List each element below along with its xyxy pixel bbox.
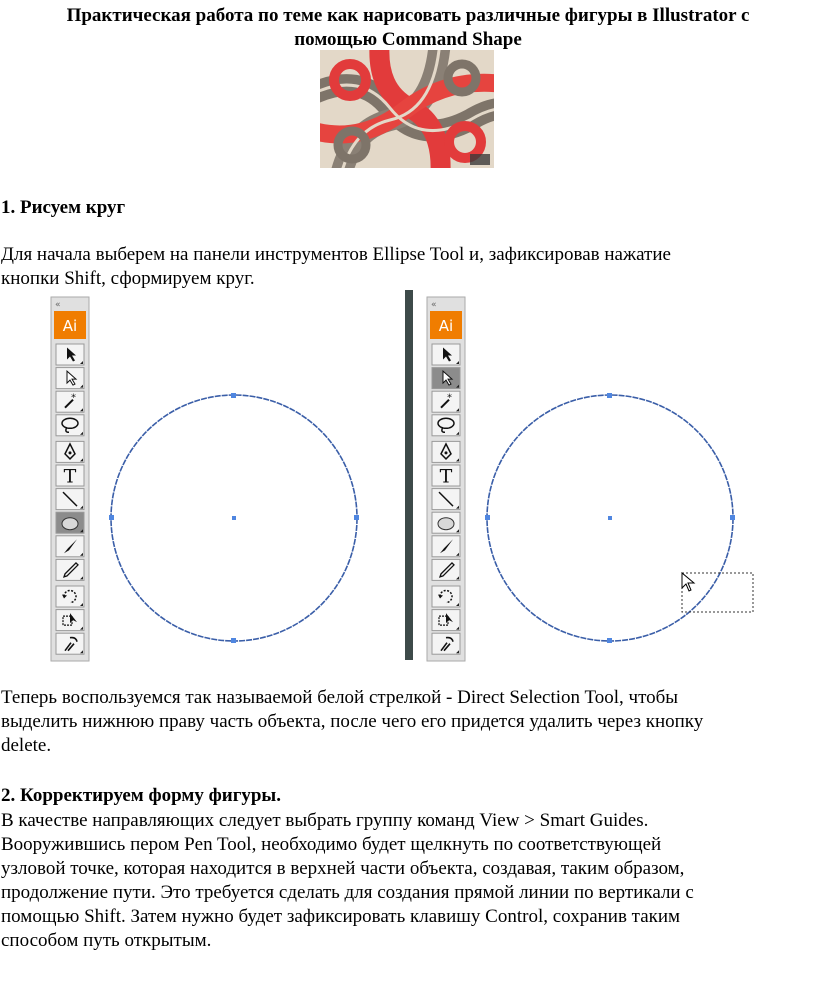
illustrator-right-panel: [426, 296, 766, 662]
symbol-sprayer-tool-icon[interactable]: [56, 633, 84, 654]
illustrator-left-panel: [50, 296, 380, 662]
anchor-left: [485, 515, 490, 520]
section-2-heading: 2. Корректируем форму фигуры.: [1, 785, 281, 806]
type-tool-icon[interactable]: [432, 465, 460, 488]
paragraph-1-line-1: Для начала выберем на панели инструментов Ellipse Tool и, зафиксировав нажатие: [1, 244, 671, 265]
anchor-right: [354, 515, 359, 520]
lasso-tool-icon[interactable]: [432, 415, 460, 436]
ai-badge-label: Ai: [62, 317, 78, 335]
paragraph-2-line-3: delete.: [1, 735, 52, 756]
anchor-bottom: [231, 638, 236, 643]
rotate-tool-icon[interactable]: [56, 586, 84, 607]
reshape-tool-icon[interactable]: [56, 610, 84, 631]
svg-text:*: *: [71, 392, 76, 404]
ellipse-tool-icon[interactable]: [56, 512, 84, 533]
anchor-top: [607, 393, 612, 398]
symbol-sprayer-tool-icon[interactable]: [432, 633, 460, 654]
paragraph-3-line-2: Вооружившись пером Pen Tool, необходимо будет щелкнуть по соответствующей: [1, 834, 662, 855]
ai-badge-label: Ai: [438, 317, 454, 335]
cursor-arrow-icon: [682, 573, 694, 591]
paragraph-1-line-2: кнопки Shift, сформируем круг.: [1, 268, 255, 289]
magic-wand-tool-icon[interactable]: [56, 391, 84, 412]
direct-selection-tool-icon[interactable]: [432, 368, 460, 389]
anchor-left: [109, 515, 114, 520]
pencil-tool-icon[interactable]: [56, 559, 84, 580]
svg-text:*: *: [447, 392, 452, 404]
paragraph-2-line-2: выделить нижнюю праву часть объекта, после чего его придется удалить через кнопку: [1, 711, 704, 732]
pencil-tool-icon[interactable]: [432, 559, 460, 580]
paragraph-3-line-1: В качестве направляющих следует выбрать группу команд View > Smart Guides.: [1, 810, 649, 831]
section-1-heading: 1. Рисуем круг: [1, 197, 126, 218]
toolbar-collapse-glyph: «: [431, 300, 437, 310]
paragraph-3-line-6: способом путь открытым.: [1, 930, 212, 951]
direct-selection-tool-icon[interactable]: [56, 368, 84, 389]
anchor-right: [730, 515, 735, 520]
paragraph-3-line-5: помощью Shift. Затем нужно будет зафиксировать клавишу Control, сохранив таким: [1, 906, 681, 927]
reshape-tool-icon[interactable]: [432, 610, 460, 631]
anchor-bottom: [607, 638, 612, 643]
ellipse-tool-icon[interactable]: [432, 512, 460, 533]
paintbrush-tool-icon[interactable]: [56, 536, 84, 557]
lasso-tool-icon[interactable]: [56, 415, 84, 436]
page-title-line-2: помощью Command Shape: [294, 29, 522, 50]
selection-tool-icon[interactable]: [56, 344, 84, 365]
magic-wand-tool-icon[interactable]: [432, 391, 460, 412]
center-point: [608, 516, 612, 520]
hero-knot-image: [320, 50, 494, 168]
pen-tool-icon[interactable]: [56, 441, 84, 462]
rotate-tool-icon[interactable]: [432, 586, 460, 607]
figure-divider: [405, 290, 413, 660]
line-segment-tool-icon[interactable]: [432, 489, 460, 510]
svg-text:T: T: [439, 465, 453, 488]
paintbrush-tool-icon[interactable]: [432, 536, 460, 557]
page-title-line-1: Практическая работа по теме как нарисовать различные фигуры в Illustrator с: [66, 5, 750, 26]
page-title: [0, 4, 816, 52]
line-segment-tool-icon[interactable]: [56, 489, 84, 510]
toolbar-collapse-glyph: «: [55, 300, 61, 310]
pen-tool-icon[interactable]: [432, 441, 460, 462]
svg-text:T: T: [63, 465, 77, 488]
center-point: [232, 516, 236, 520]
type-tool-icon[interactable]: [56, 465, 84, 488]
anchor-top: [231, 393, 236, 398]
selection-tool-icon[interactable]: [432, 344, 460, 365]
paragraph-3-line-3: узловой точке, которая находится в верхней части объекта, создавая, таким образом,: [1, 858, 685, 879]
paragraph-3-line-4: продолжение пути. Это требуется сделать для создания прямой линии по вертикали с: [1, 882, 694, 903]
paragraph-2-line-1: Теперь воспользуемся так называемой белой стрелкой - Direct Selection Tool, чтобы: [1, 687, 679, 708]
